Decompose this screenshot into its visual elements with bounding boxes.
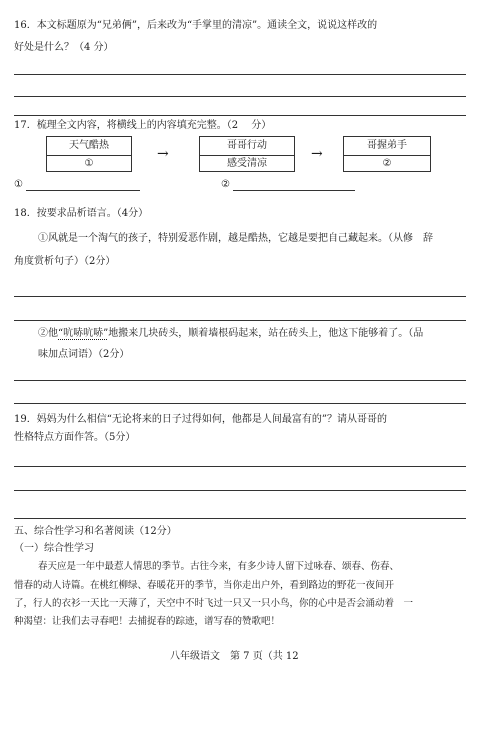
answer-line[interactable] <box>14 320 466 321</box>
flow-box-1-bottom: ① <box>84 158 94 169</box>
answer-line[interactable] <box>14 74 466 75</box>
flow-box-2-top: 哥哥行动 <box>200 137 294 156</box>
blank-label-1: ① <box>14 179 23 190</box>
section5-title: 五、综合性学习和名著阅读（12分） <box>14 526 177 537</box>
blank-line-2[interactable] <box>233 190 355 191</box>
section5-para-line3: 了，行人的衣衫一天比一天薄了，天空中不时飞过一只又一只小鸟，你的心中是否会涌动着 一 <box>14 598 414 609</box>
section5-para-line2: 惜春的动人诗篇。在桃红柳绿、春暖花开的季节，当你走出户外，看到路边的野花一夜间开 <box>14 580 395 591</box>
q18-p2-post: 地搬来几块砖头，顺着墙根码起来，站在砖头上，他这下能够着了。（品 <box>108 328 424 339</box>
q19-line1: 19．妈妈为什么相信“无论将来的日子过得如何，他都是人间最富有的”？请从哥哥的 <box>14 414 387 425</box>
flow-box-1 <box>46 136 132 172</box>
arrow-right-icon: → <box>157 146 169 162</box>
answer-line[interactable] <box>14 490 466 491</box>
answer-line[interactable] <box>14 115 466 116</box>
flow-box-3-top: 哥握弟手 <box>344 137 430 156</box>
flow-box-1-top: 天气酷热 <box>47 137 131 156</box>
section5-subtitle: （一）综合性学习 <box>14 543 94 554</box>
flow-box-3 <box>343 136 431 172</box>
q16-line2: 好处是什么？（4 分） <box>14 42 114 53</box>
answer-line[interactable] <box>14 518 466 519</box>
page-footer: 八年级语文 第 7 页（共 12 <box>170 651 299 662</box>
q18-p1-line2: 角度赏析句子）（2分） <box>14 256 116 267</box>
answer-line[interactable] <box>14 96 466 97</box>
q16-line1: 16．本文标题原为“兄弟俩”，后来改为“手掌里的清凉”。通读全文，说说这样改的 <box>14 20 378 31</box>
q19-line2: 性格特点方面作答。（5分） <box>14 432 136 443</box>
q18-dotted-word: “吭哧吭哧” <box>58 328 109 339</box>
q18-p2-line1 <box>38 328 423 340</box>
blank-line-1[interactable] <box>26 190 140 191</box>
blank-label-2: ② <box>221 179 230 190</box>
flow-box-2-bottom: 感受清凉 <box>227 158 267 169</box>
q18-p1-line1: ①风就是一个淘气的孩子，特别爱恶作剧，越是酷热，它越是要把自己藏起来。（从修 辞 <box>38 233 433 244</box>
q18-title: 18．按要求品析语言。（4分） <box>14 208 149 219</box>
answer-line[interactable] <box>14 380 466 381</box>
q18-p2-line2: 味加点词语）（2分） <box>38 349 130 360</box>
q17-title: 17．梳理全文内容，将横线上的内容填充完整。（2 分） <box>14 120 272 131</box>
flow-box-3-bottom: ② <box>382 158 392 169</box>
arrow-right-icon: → <box>311 146 323 162</box>
flow-box-2 <box>199 136 295 172</box>
section5-para-line1: 春天应是一年中最惹人情思的季节。古往今来，有多少诗人留下过咏春、颂春、伤春、 <box>38 561 400 572</box>
answer-line[interactable] <box>14 403 466 404</box>
answer-line[interactable] <box>14 296 466 297</box>
section5-para-line4: 种渴望：让我们去寻春吧！去捕捉春的踪迹，谱写春的赞歌吧！ <box>14 616 281 627</box>
q18-p2-pre: ②他 <box>38 328 58 339</box>
answer-line[interactable] <box>14 466 466 467</box>
